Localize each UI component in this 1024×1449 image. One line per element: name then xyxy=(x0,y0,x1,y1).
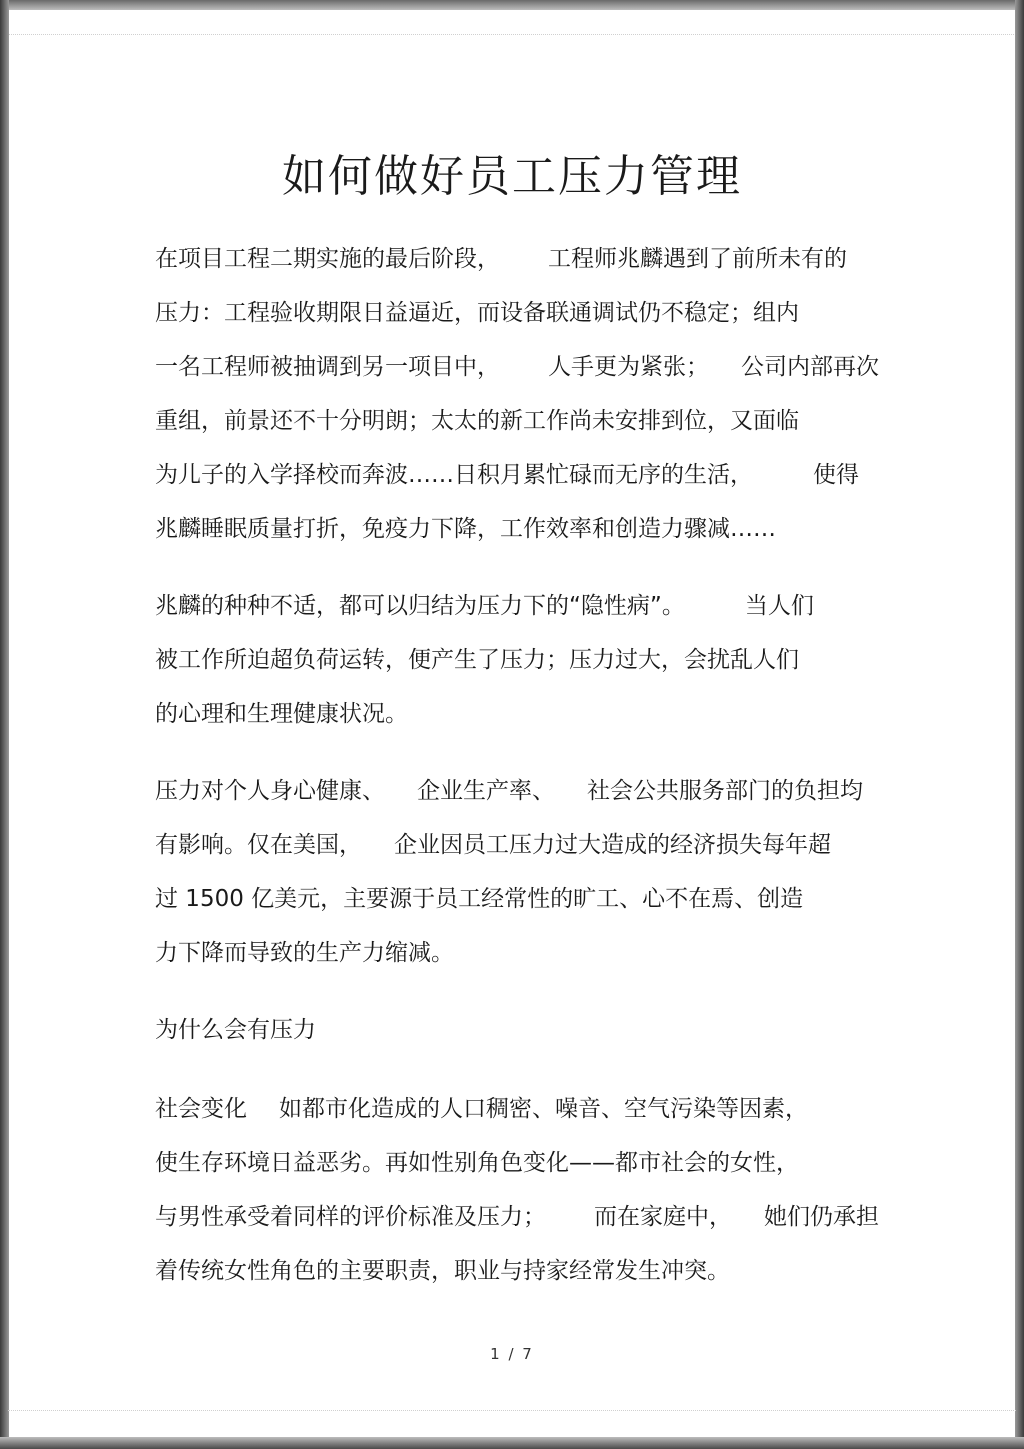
text-line xyxy=(155,340,879,394)
text-line xyxy=(155,818,870,872)
scan-border-bottom xyxy=(0,1437,1024,1449)
scan-border-left xyxy=(0,0,9,1449)
paragraph-2 xyxy=(155,579,870,741)
text-segment: 使得 xyxy=(813,462,859,488)
text-line: 被工作所迫超负荷运转，便产生了压力；压力过大，会扰乱人们 xyxy=(155,647,799,673)
text-line: 兆麟睡眠质量打折，免疫力下降，工作效率和创造力骤减…… xyxy=(155,516,776,542)
text-segment: 企业因员工压力过大造成的经济损失每年超 xyxy=(394,832,831,858)
text-segment: 社会变化 xyxy=(155,1096,247,1122)
text-segment: 她们仍承担 xyxy=(764,1204,879,1230)
scan-border-top xyxy=(0,0,1024,10)
text-line xyxy=(155,1082,870,1136)
text-segment: 为儿子的入学择校而奔波……日积月累忙碌而无序的生活， xyxy=(155,462,753,488)
text-segment: 企业生产率、 xyxy=(417,778,555,804)
text-line xyxy=(155,232,870,286)
text-line: 重组，前景还不十分明朗；太太的新工作尚未安排到位，又面临 xyxy=(155,408,799,434)
scan-header-noise xyxy=(8,10,1016,35)
text-line xyxy=(155,579,870,633)
text-segment: 社会公共服务部门的负担均 xyxy=(587,778,863,804)
heading-why-pressure: 为什么会有压力 xyxy=(155,1017,316,1043)
document-title: 如何做好员工压力管理 xyxy=(282,151,742,202)
section-heading xyxy=(155,1003,870,1057)
text-segment: 工程师兆麟遇到了前所未有的 xyxy=(548,246,847,272)
text-segment: 兆麟的种种不适，都可以归结为压力下的“隐性病”。 xyxy=(155,593,685,619)
text-line: 力下降而导致的生产力缩减。 xyxy=(155,940,454,966)
text-line xyxy=(155,448,870,502)
text-segment: 与男性承受着同样的评价标准及压力； xyxy=(155,1204,546,1230)
text-segment: 当人们 xyxy=(744,593,814,619)
text-line: 过 1500 亿美元，主要源于员工经常性的旷工、心不在焉、创造 xyxy=(155,886,804,912)
text-segment: 一名工程师被抽调到另一项目中， xyxy=(155,354,500,380)
text-segment: 如都市化造成的人口稠密、噪音、空气污染等因素， xyxy=(279,1096,808,1122)
text-line: 着传统女性角色的主要职责，职业与持家经常发生冲突。 xyxy=(155,1258,730,1284)
text-line xyxy=(155,1190,879,1244)
text-line xyxy=(155,764,870,818)
paragraph-1 xyxy=(155,232,879,556)
text-line: 的心理和生理健康状况。 xyxy=(155,701,408,727)
page-number: 1 / 7 xyxy=(490,1345,534,1363)
text-segment: 而在家庭中， xyxy=(594,1204,732,1230)
text-segment: 人手更为紧张； xyxy=(548,354,709,380)
text-segment: 公司内部再次 xyxy=(741,354,879,380)
scan-footer-noise xyxy=(8,1410,1016,1437)
scan-border-right xyxy=(1015,0,1024,1449)
text-segment: 压力对个人身心健康、 xyxy=(155,778,385,804)
text-segment: 在项目工程二期实施的最后阶段， xyxy=(155,246,500,272)
text-line: 压力：工程验收期限日益逼近，而设备联通调试仍不稳定；组内 xyxy=(155,300,799,326)
text-segment: 有影响。仅在美国， xyxy=(155,832,362,858)
text-line: 使生存环境日益恶劣。再如性别角色变化——都市社会的女性， xyxy=(155,1150,799,1176)
paragraph-3 xyxy=(155,764,870,980)
paragraph-4 xyxy=(155,1082,879,1298)
